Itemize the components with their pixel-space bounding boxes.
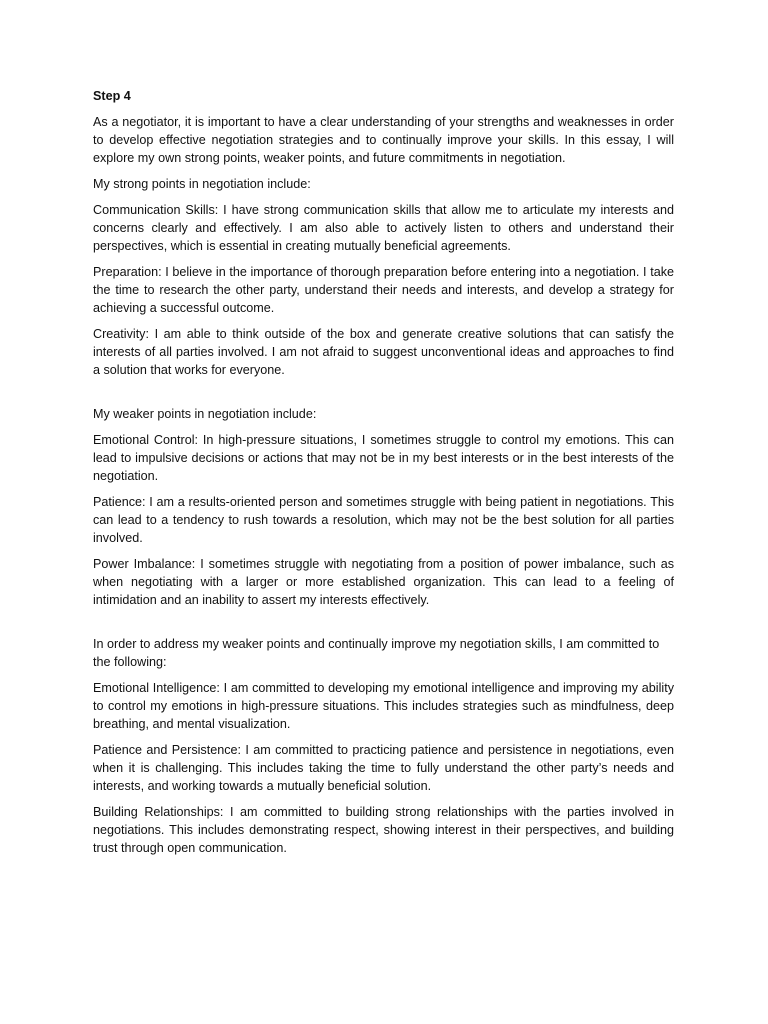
intro-paragraph: As a negotiator, it is important to have a clear understanding of your strengths and weaknesses in order to develop effective negotiation strategies and to continually improve your skills. In this essay, I will explore my own strong points, weaker points, and future commitments in negotiation. — [93, 115, 674, 165]
strong-point-preparation: Preparation: I believe in the importance of thorough preparation before entering into a negotiation. I take the time to research the other party, understand their needs and interests, and develop a strategy for achieving a successful outcome. — [93, 265, 674, 315]
strong-points-intro: My strong points in negotiation include: — [93, 177, 311, 191]
commitment-emotional-intelligence: Emotional Intelligence: I am committed to developing my emotional intelligence and improving my ability to control my emotions in high-pressure situations. This includes strategies such as mindfulness, deep breathing, and mental visualization. — [93, 681, 674, 731]
weak-point-emotional-control: Emotional Control: In high-pressure situations, I sometimes struggle to control my emotions. This can lead to impulsive decisions or actions that may not be in my best interests or in the best interests of the negotiation. — [93, 433, 674, 483]
step-heading: Step 4 — [93, 89, 131, 103]
section-spacer — [93, 617, 674, 635]
commitment-building-relationships: Building Relationships: I am committed to building strong relationships with the parties involved in negotiations. This includes demonstrating respect, showing interest in their perspectives, and building trust through open communication. — [93, 805, 674, 855]
commitment-patience-persistence: Patience and Persistence: I am committed to practicing patience and persistence in negotiations, even when it is challenging. This includes taking the time to fully understand the other party’s needs and interests, and working towards a mutually beneficial solution. — [93, 743, 674, 793]
section-spacer — [93, 387, 674, 405]
strong-point-creativity: Creativity: I am able to think outside of the box and generate creative solutions that can satisfy the interests of all parties involved. I am not afraid to suggest unconventional ideas and approaches to find a solution that works for everyone. — [93, 327, 674, 377]
weak-point-power-imbalance: Power Imbalance: I sometimes struggle with negotiating from a position of power imbalance, such as when negotiating with a larger or more established organization. This can lead to a feeling of intimidation and an inability to assert my interests effectively. — [93, 557, 674, 607]
strong-point-communication: Communication Skills: I have strong communication skills that allow me to articulate my interests and concerns clearly and effectively. I am also able to actively listen to others and understand their perspectives, which is essential in creating mutually beneficial agreements. — [93, 203, 674, 253]
commitments-intro: In order to address my weaker points and continually improve my negotiation skills, I am committed to the following: — [93, 637, 660, 669]
weak-point-patience: Patience: I am a results-oriented person and sometimes struggle with being patient in negotiations. This can lead to a tendency to rush towards a resolution, which may not be the best solution for all parties involved. — [93, 495, 674, 545]
weak-points-intro: My weaker points in negotiation include: — [93, 407, 317, 421]
document-page — [93, 87, 674, 865]
